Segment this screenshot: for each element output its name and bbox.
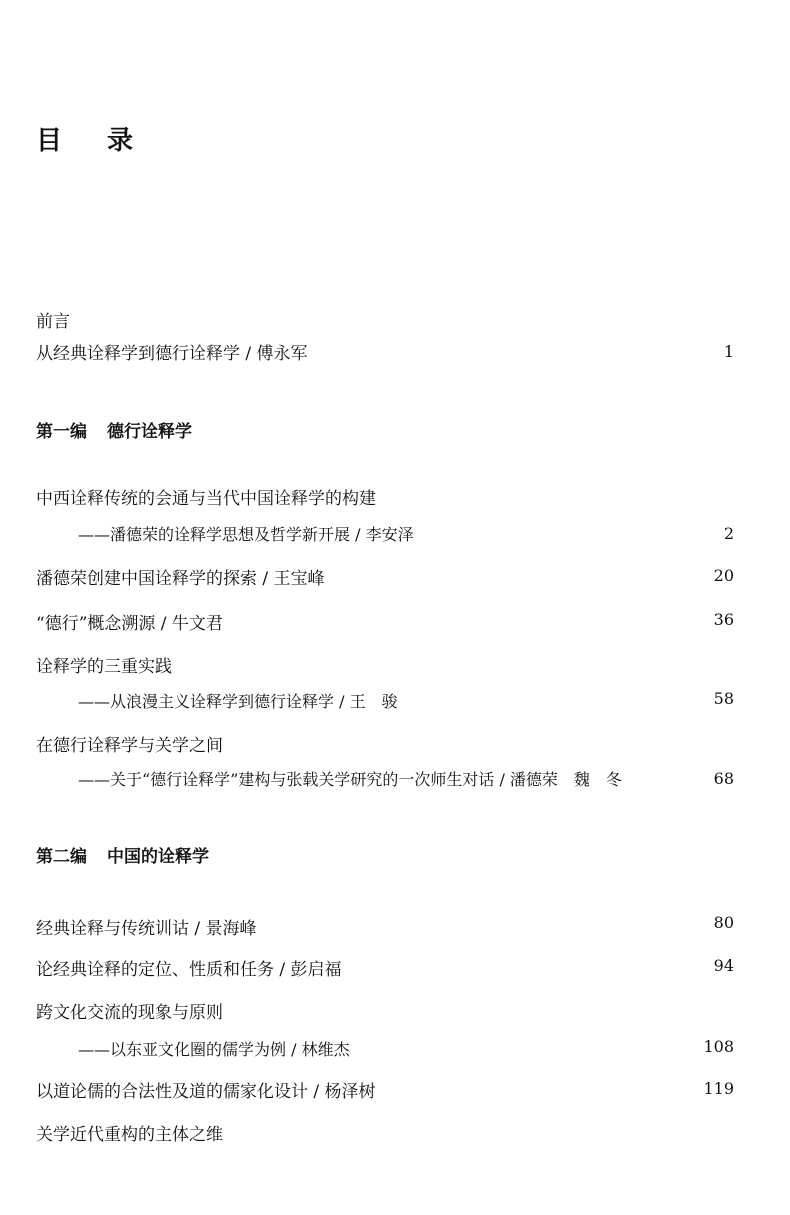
toc-entry-page: 36 [713,610,734,629]
toc-entry-page: 68 [713,769,734,788]
toc-entry-subtitle: ——以东亚文化圈的儒学为例 / 林维杰 [78,1040,350,1059]
toc-entry-title: 在德行诠释学与关学之间 [36,736,223,756]
toc-entry-page: 108 [703,1037,734,1056]
preface-entry-title: 从经典诠释学到德行诠释学 / 傅永军 [36,344,308,364]
part-1-name: 德行诠释学 [107,422,192,442]
toc-entry-subtitle: ——关于“德行诠释学”建构与张载关学研究的一次师生对话 / 潘德荣 魏 冬 [78,770,622,789]
toc-entry-page: 80 [713,913,734,932]
toc-entry-title: 关学近代重构的主体之维 [36,1125,223,1145]
toc-entry-title: 诠释学的三重实践 [36,657,172,677]
toc-entry-title: 中西诠释传统的会通与当代中国诠释学的构建 [36,489,376,509]
part-1-heading [36,424,192,441]
part-2-heading [36,849,209,866]
part-1-number: 第一编 [36,422,87,442]
toc-entry-title: “德行”概念溯源 / 牛文君 [36,614,223,634]
toc-entry-subtitle: ——潘德荣的诠释学思想及哲学新开展 / 李安泽 [78,525,414,544]
preface-heading: 前言 [36,312,70,332]
toc-title: 目 录 [36,126,152,156]
toc-entry-title: 跨文化交流的现象与原则 [36,1003,223,1023]
toc-entry-page: 58 [713,689,734,708]
preface-entry-page: 1 [723,342,734,361]
toc-entry-subtitle: ——从浪漫主义诠释学到德行诠释学 / 王 骏 [78,692,398,711]
toc-entry-page: 119 [703,1079,734,1098]
toc-entry-title: 论经典诠释的定位、性质和任务 / 彭启福 [36,960,342,980]
toc-entry-title: 经典诠释与传统训诂 / 景海峰 [36,919,257,939]
toc-entry-title: 潘德荣创建中国诠释学的探索 / 王宝峰 [36,569,325,589]
toc-entry-page: 2 [723,524,734,543]
toc-entry-title: 以道论儒的合法性及道的儒家化设计 / 杨泽树 [36,1082,376,1102]
part-2-number: 第二编 [36,847,87,867]
part-2-name: 中国的诠释学 [107,847,209,867]
toc-entry-page: 94 [713,956,734,975]
toc-entry-page: 20 [713,566,734,585]
